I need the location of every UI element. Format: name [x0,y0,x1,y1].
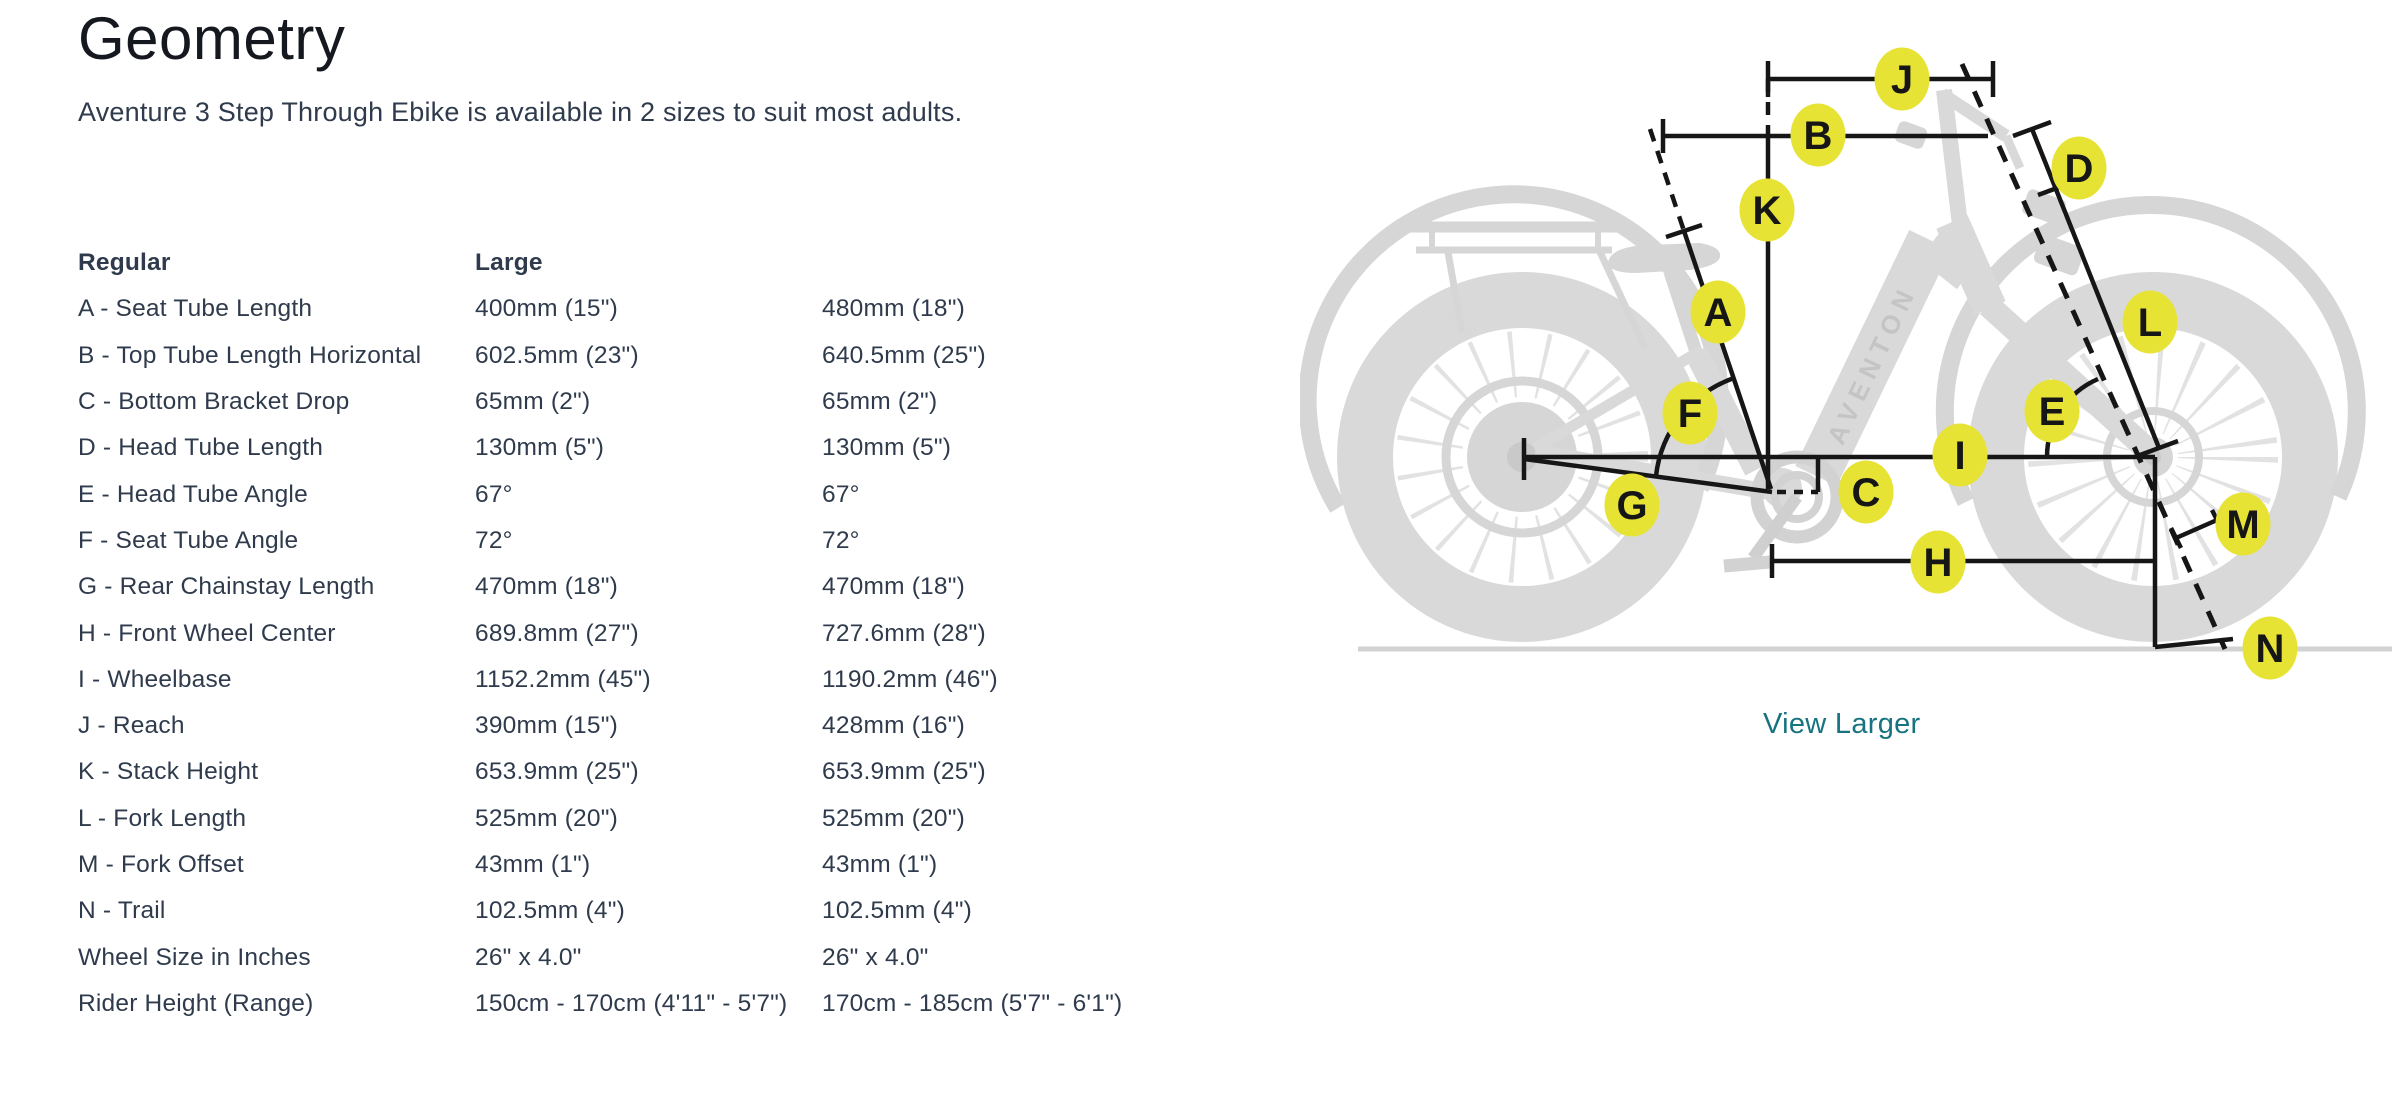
table-row [78,471,1208,517]
table-row [78,379,1208,425]
svg-text:N: N [2255,627,2285,671]
table-row [78,518,1208,564]
geometry-spec-table [78,240,1208,1027]
large-value: 428mm (16") [822,712,965,740]
row-label: A - Seat Tube Length [78,295,313,323]
large-value: 26" x 4.0" [822,943,929,971]
svg-text:G: G [1616,484,1648,528]
row-label: B - Top Tube Length Horizontal [78,341,422,369]
diagram-badge-A [1691,281,1746,344]
geometry-diagram [1300,0,2400,700]
table-row [78,333,1208,379]
row-label: I - Wheelbase [78,665,232,693]
row-label: K - Stack Height [78,758,259,786]
large-value: 480mm (18") [822,295,965,323]
regular-value: 72° [475,526,513,554]
diagram-badge-M [2216,493,2271,556]
regular-value: 130mm (5") [475,434,605,462]
regular-value: 150cm - 170cm (4'11" - 5'7") [475,989,788,1017]
page-subtitle: Aventure 3 Step Through Ebike is available in 2 sizes to suit most adults. [78,97,963,127]
large-value: 102.5mm (4") [822,897,972,925]
large-value: 470mm (18") [822,573,965,601]
diagram-badge-B [1791,104,1846,167]
table-header-row [78,240,1208,286]
view-larger-link[interactable]: View Larger [1763,708,1921,740]
row-label: N - Trail [78,897,166,925]
row-label: D - Head Tube Length [78,434,324,462]
regular-value: 390mm (15") [475,712,618,740]
svg-text:M: M [2226,503,2260,547]
diagram-badge-F [1663,382,1718,445]
regular-value: 43mm (1") [475,851,591,878]
frame-watermark: AVENTON [1820,279,1923,449]
row-label: M - Fork Offset [78,851,244,878]
table-row [78,842,1208,888]
diagram-badge-L [2123,291,2178,354]
diagram-badge-E [2025,380,2080,443]
table-row [78,564,1208,610]
large-value: 130mm (5") [822,434,952,462]
large-value: 1190.2mm (46") [822,665,998,693]
table-row [78,749,1208,795]
diagram-badge-D [2052,137,2107,200]
table-row [78,286,1208,332]
diagram-badge-G [1605,474,1660,537]
diagram-badge-N [2243,617,2298,680]
row-label: J - Reach [78,712,185,740]
table-row [78,981,1208,1027]
size-header-large: Large [475,249,543,277]
large-value: 65mm (2") [822,388,938,416]
large-value: 72° [822,526,860,554]
table-row [78,934,1208,980]
regular-value: 653.9mm (25") [475,758,639,786]
table-row [78,610,1208,656]
svg-text:J: J [1890,58,1914,102]
table-row [78,657,1208,703]
row-label: F - Seat Tube Angle [78,526,299,554]
regular-value: 26" x 4.0" [475,943,582,971]
large-value: 640.5mm (25") [822,341,986,369]
regular-value: 102.5mm (4") [475,897,625,925]
diagram-badge-I [1933,424,1988,487]
large-value: 67° [822,480,860,508]
diagram-badge-C [1839,461,1894,524]
page-title: Geometry [78,5,346,72]
svg-text:D: D [2064,147,2094,191]
svg-text:H: H [1923,541,1953,585]
diagram-badge-H [1911,531,1966,594]
svg-text:B: B [1803,114,1833,158]
svg-text:F: F [1677,392,1703,436]
row-label: L - Fork Length [78,804,247,832]
diagram-badge-K [1740,179,1795,242]
size-header-regular: Regular [78,249,171,277]
regular-value: 65mm (2") [475,388,591,416]
regular-value: 67° [475,480,513,508]
row-label: C - Bottom Bracket Drop [78,388,350,416]
table-row [78,888,1208,934]
svg-text:A: A [1703,291,1733,335]
row-label: Rider Height (Range) [78,989,314,1017]
svg-text:E: E [2038,390,2066,434]
diagram-badge-J [1875,48,1930,111]
regular-value: 602.5mm (23") [475,341,639,369]
svg-text:C: C [1851,471,1881,515]
svg-text:K: K [1752,189,1782,233]
row-label: G - Rear Chainstay Length [78,573,375,601]
regular-value: 689.8mm (27") [475,619,639,647]
large-value: 653.9mm (25") [822,758,986,786]
regular-value: 400mm (15") [475,295,618,323]
large-value: 727.6mm (28") [822,619,986,647]
table-row [78,703,1208,749]
table-row [78,796,1208,842]
row-label: H - Front Wheel Center [78,619,336,647]
large-value: 170cm - 185cm (5'7" - 6'1") [822,989,1123,1017]
regular-value: 1152.2mm (45") [475,665,651,693]
large-value: 43mm (1") [822,851,938,878]
row-label: E - Head Tube Angle [78,480,308,508]
bike-silhouette [1308,90,2392,649]
large-value: 525mm (20") [822,804,965,832]
table-row [78,425,1208,471]
row-label: Wheel Size in Inches [78,943,311,971]
regular-value: 525mm (20") [475,804,618,832]
svg-text:L: L [2137,301,2163,345]
regular-value: 470mm (18") [475,573,618,601]
svg-text:I: I [1954,434,1966,478]
